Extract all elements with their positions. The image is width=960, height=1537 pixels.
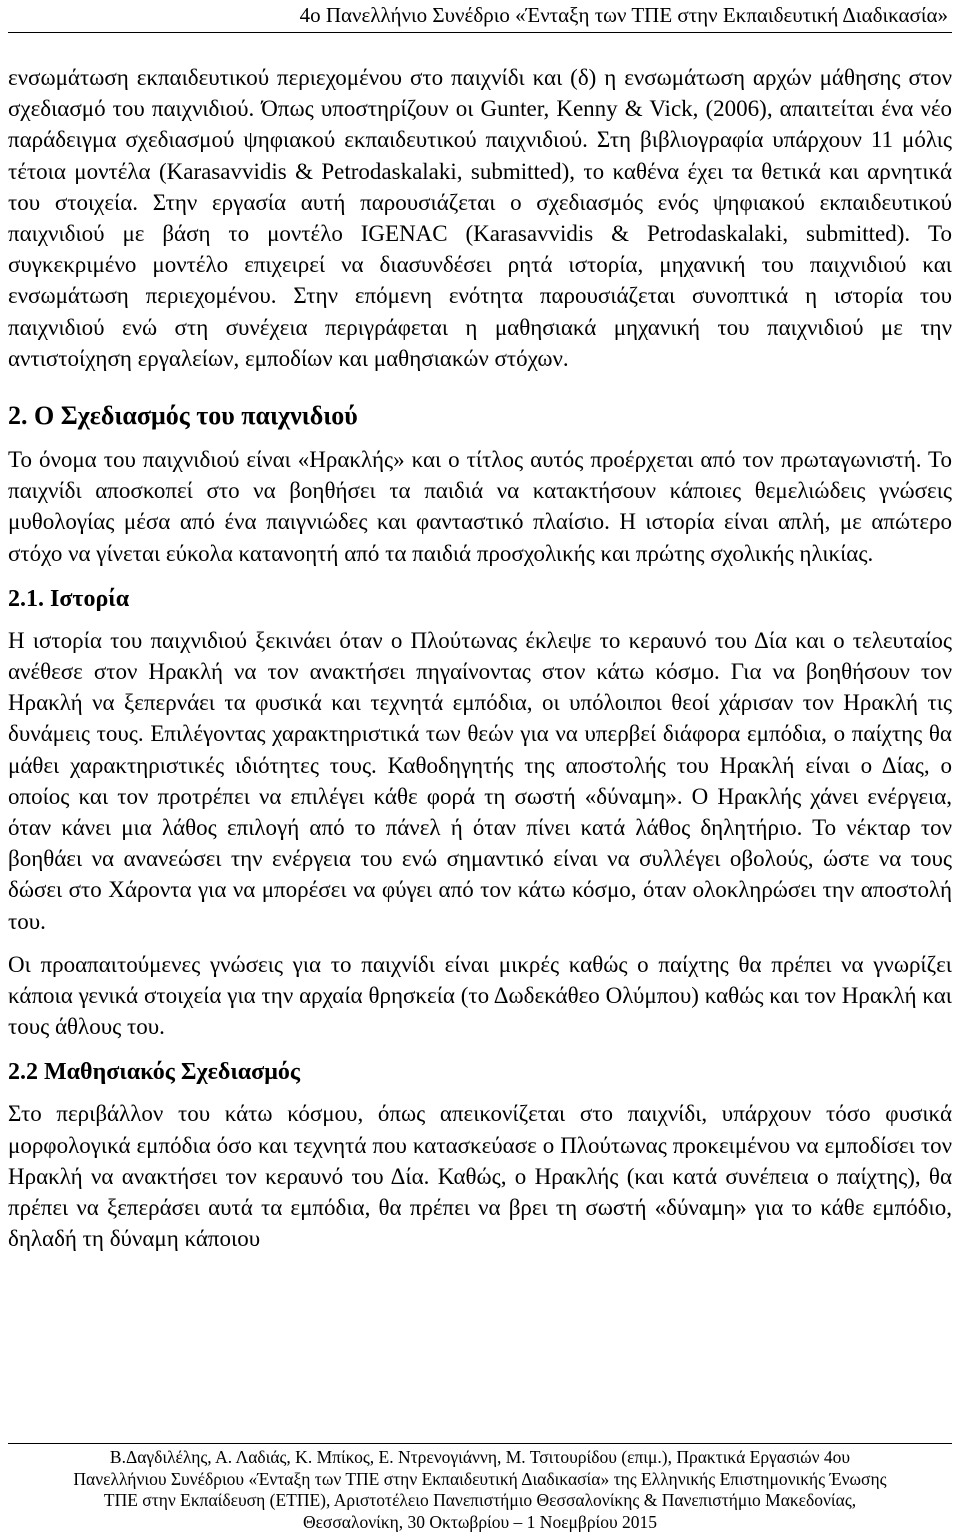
page-footer bbox=[8, 1447, 952, 1534]
section-2-1-heading: 2.1. Ιστορία bbox=[8, 585, 130, 612]
footer-divider bbox=[8, 1443, 952, 1444]
section-2-paragraph: Το όνομα του παιχνιδιού είναι «Ηρακλής» και ο τίτλος αυτός προέρχεται από τον πρωταγωνιστή. Το παιχνίδι αποσκοπεί στο να βοηθήσει τα παιδιά να κατακτήσουν κάποιες θεμελιώδεις γνώσεις μυθολογίας μέσα από ένα παιγνιώδες και φανταστικό πλαίσιο. Η ιστορία είναι απλή, με απώτερο στόχο να γίνεται εύκολα κατανοητή από τα παιδιά προσχολικής και πρώτης σχολικής ηλικίας. bbox=[8, 447, 952, 566]
section-2-heading: 2. Ο Σχεδιασμός του παιχνιδιού bbox=[8, 401, 358, 431]
footer-line-4: Θεσσαλονίκη, 30 Οκτωβρίου – 1 Νοεμβρίου 2015 bbox=[302, 1512, 658, 1533]
footer-line-2: Πανελλήνιου Συνέδριου «Ένταξη των ΤΠΕ στην Εκπαιδευτική Διαδικασία» της Ελληνικής Επιστημονικής Ένωσης bbox=[73, 1468, 887, 1489]
running-header bbox=[0, 0, 960, 34]
story-paragraph-1: Η ιστορία του παιχνιδιού ξεκινάει όταν ο Πλούτωνας έκλεψε το κεραυνό του Δία και ο τελευταίος ανέθεσε στον Ηρακλή να τον ανακτήσει πηγαίνοντας στον κάτω κόσμο. Για να βοηθήσουν τον Ηρακλή να ξεπερνάει τα φυσικά και τεχνητά εμπόδια, οι υπόλοιποι θεοί χάρισαν τον Ηρακλή τις δυνάμεις τους. Επιλέγοντας χαρακτηριστικά των θεών για να υπερβεί διάφορα εμπόδια, ο παίχτης θα μάθει χαρακτηριστικές ιδιότητες τους. Καθοδηγητής της αποστολής του Ηρακλή είναι ο Δίας, ο οποίος και τον προτρέπει να επιλέγει κάθε φορά τη σωστή «δύναμη». Ο Ηρακλής χάνει ενέργεια, όταν κάνει μια λάθος επιλογή από το πάνελ ή όταν πίνει κατά λάθος δηλητήριο. Το νέκταρ τον βοηθάει να ανανεώσει την ενέργεια του ενώ σημαντικό είναι να συλλέγει οβολούς, ώστε να τους δώσει στο Χάροντα για να μπορέσει να φύγει από τον κάτω κόσμο, όταν ολοκληρώσει την αποστολή του. bbox=[8, 627, 952, 934]
page-body bbox=[8, 62, 952, 1255]
footer-line-3: ΤΠΕ στην Εκπαίδευση (ΕΤΠΕ), Αριστοτέλειο Πανεπιστήμιο Θεσσαλονίκης & Πανεπιστήμιο Μακεδονίας, bbox=[103, 1490, 857, 1511]
header-divider bbox=[8, 32, 952, 33]
learning-design-paragraph: Στο περιβάλλον του κάτω κόσμου, όπως απεικονίζεται στο παιχνίδι, υπάρχουν τόσο φυσικά μορφολογικά εμπόδια όσο και τεχνητά που κατασκεύασε ο Πλούτωνας προκειμένου να εμποδίσει τον Ηρακλή να ανακτήσει τον κεραυνό του Δία. Καθώς, ο Ηρακλής (και κατά συνέπεια ο παίχτης), θα πρέπει να ξεπεράσει αυτά τα εμπόδια, θα πρέπει να βρει τη σωστή «δύναμη» για το κάθε εμπόδιο, δηλαδή τη δύναμη κάποιου bbox=[8, 1101, 952, 1252]
footer-line-1: Β.Δαγδιλέλης, Α. Λαδιάς, Κ. Μπίκος, Ε. Ντρενογιάννη, Μ. Τσιτουρίδου (επιμ.), Πρακτικά Εργασιών 4ου bbox=[109, 1447, 851, 1467]
story-paragraph-2: Οι προαπαιτούμενες γνώσεις για το παιχνίδι είναι μικρές καθώς ο παίχτης θα πρέπει να γνωρίζει κάποια γενικά στοιχεία για την αρχαία θρησκεία (το Δωδεκάθεο Ολύμπου) καθώς και τον Ηρακλή και τους άθλους του. bbox=[8, 951, 952, 1040]
intro-paragraph: ενσωμάτωση εκπαιδευτικού περιεχομένου στο παιχνίδι και (δ) η ενσωμάτωση αρχών μάθησης στον σχεδιασμό του παιχνιδιού. Όπως υποστηρίζουν οι Gunter, Kenny & Vick, (2006), απαιτείται ένα νέο παράδειγμα σχεδιασμού ψηφιακού εκπαιδευτικού παιχνιδιού. Στη βιβλιογραφία υπάρχουν 11 μόλις τέτοια μοντέλα (Karasavvidis & Petrodaskalaki, submitted), το καθένα έχει τα θετικά και αρνητικά του στοιχεία. Στην εργασία αυτή παρουσιάζεται ο σχεδιασμός ενός ψηφιακού εκπαιδευτικού παιχνιδιού με βάση το μοντέλο IGENAC (Karasavvidis & Petrodaskalaki, submitted). Το συγκεκριμένο μοντέλο επιχειρεί να διασυνδέσει ρητά ιστορία, μηχανική του παιχνιδιού και ενσωμάτωση περιεχομένου. Στην επόμενη ενότητα παρουσιάζεται συνοπτικά η ιστορία του παιχνιδιού ενώ στη συνέχεια περιγράφεται η μαθησιακά μηχανική του παιχνιδιού με την αντιστοίχηση εργαλείων, εμποδίων και μαθησιακών στόχων. bbox=[8, 65, 952, 371]
running-title: 4ο Πανελλήνιο Συνέδριο «Ένταξη των ΤΠΕ στην Εκπαιδευτική Διαδικασία» bbox=[299, 3, 948, 27]
section-2-2-heading: 2.2 Μαθησιακός Σχεδιασμός bbox=[8, 1059, 300, 1086]
